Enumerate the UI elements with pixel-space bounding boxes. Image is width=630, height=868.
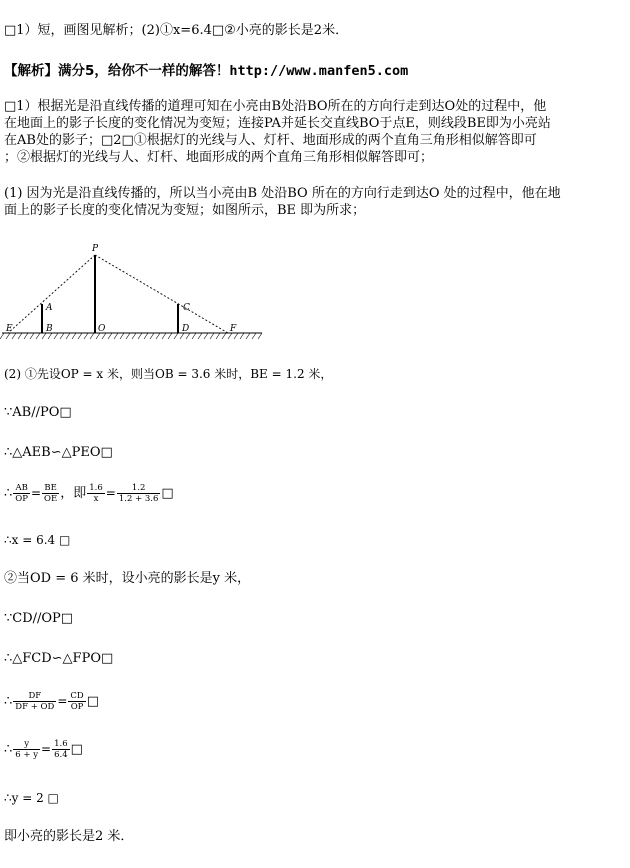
result-y: ∴y = 2 □ xyxy=(4,791,59,805)
light-ray-pe xyxy=(8,255,95,333)
label-f: F xyxy=(230,324,237,334)
fraction-1.6-6.4: $\frac{1.6}{6.4}$ xyxy=(54,739,68,760)
fraction-1.6-x: $\frac{1.6}{x}$ xyxy=(89,483,103,504)
light-ray-pf xyxy=(95,255,228,333)
analysis-line-2: 在地面上的影子长度的变化情况为变短；连接PA并延长交直线BO于点E，则线段BE即为小亮站 xyxy=(4,116,551,131)
result-x: ∴x = 6.4 □ xyxy=(4,533,71,547)
fraction-cd-op: $\frac{CD}{OP}$ xyxy=(70,691,84,712)
parallel-cd-op: ∵CD//OP□ xyxy=(4,611,74,626)
analysis-line-3: 在AB处的影子；□2□①根据灯的光线与人、灯杆、地面形成的两个直角三角形相似解答即可 xyxy=(4,133,537,148)
site-url[interactable]: http://www.manfen5.com xyxy=(229,63,409,79)
fraction-1.2-sum: $\frac{1.2}{1.2 + 3.6}$ xyxy=(118,483,159,504)
part2-intro: ②当OD = 6 米时，设小亮的影长是y 米， xyxy=(4,571,251,586)
promo-text: 满分5，给你不一样的解答！ xyxy=(58,63,230,79)
answer-line: □1）短，画图见解析；(2)①x=6.4□②小亮的影长是2米． xyxy=(4,23,349,38)
fraction-be-oe: $\frac{BE}{OE}$ xyxy=(44,483,58,504)
solution1-line-1: (1) 因为光是沿直线传播的，所以当小亮由B 处沿BO 所在的方向行走到达O 处的过程中，他在地 xyxy=(4,186,561,201)
label-e: E xyxy=(6,324,13,334)
ratio-line-2: ∴ $\frac{DF}{DF + OD}$ = $\frac{CD}{OP}$ □ xyxy=(4,691,99,712)
ratio-line-3: ∴ $\frac{y}{6 + y}$ = $\frac{1.6}{6.4}$ □ xyxy=(4,739,83,760)
label-d: D xyxy=(182,324,190,334)
label-o: O xyxy=(98,324,106,334)
analysis-header xyxy=(4,63,626,80)
label-p: P xyxy=(92,244,99,254)
similar-aeb-peo: ∴△AEB∽△PEO□ xyxy=(4,445,113,460)
label-c: C xyxy=(183,303,190,313)
ratio-line-1: ∴ $\frac{AB}{OP}$ = $\frac{BE}{OE}$ ，即 $\frac{1.6}{x}$ = $\frac{1.2}{1.2 + 3.6}$ □ xyxy=(4,483,174,504)
analysis-tag: 【解析】 xyxy=(4,63,58,79)
conclusion: 即小亮的影长是2 米． xyxy=(4,829,134,844)
fraction-ab-op: $\frac{AB}{OP}$ xyxy=(15,483,28,504)
similar-fcd-fpo: ∴△FCD∽△FPO□ xyxy=(4,651,114,666)
shadow-figure xyxy=(0,238,270,348)
parallel-ab-po: ∵AB//PO□ xyxy=(4,405,72,420)
analysis-line-1: □1）根据光是沿直线传播的道理可知在小亮由B处沿BO所在的方向行走到达O处的过程中，他 xyxy=(4,99,547,114)
label-b: B xyxy=(46,324,53,334)
ground-hatching xyxy=(0,333,262,339)
label-a: A xyxy=(46,303,53,313)
analysis-line-4: ；②根据灯的光线与人、灯杆、地面形成的两个直角三角形相似解答即可； xyxy=(4,150,434,165)
fraction-y-sum: $\frac{y}{6 + y}$ xyxy=(15,739,39,760)
solution2-intro: (2) ①先设OP = x 米，则当OB = 3.6 米时，BE = 1.2 米， xyxy=(4,367,333,381)
solution1-line-2: 面上的影子长度的变化情况为变短；如图所示，BE 即为所求； xyxy=(4,203,366,218)
fraction-df-sum: $\frac{DF}{DF + OD}$ xyxy=(15,691,55,712)
